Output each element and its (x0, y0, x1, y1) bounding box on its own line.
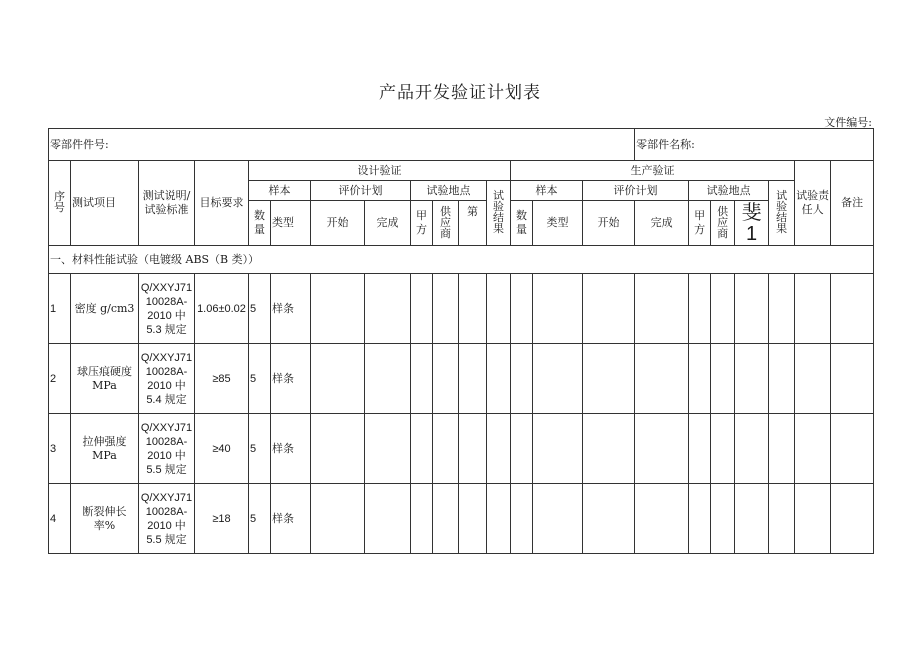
row-production-quantity[interactable] (511, 274, 533, 344)
row-production-result[interactable] (769, 484, 795, 554)
row-production-quantity[interactable] (511, 414, 533, 484)
row-production-finish[interactable] (635, 414, 689, 484)
row-production-finish[interactable] (635, 274, 689, 344)
row-quantity: 5 (249, 484, 271, 554)
row-quantity: 5 (249, 414, 271, 484)
part-number-label: 零部件件号: (50, 137, 109, 151)
row-design-result[interactable] (487, 414, 511, 484)
production-eval-plan-header: 评价计划 (583, 181, 689, 201)
row-responsible[interactable] (795, 274, 831, 344)
row-production-type[interactable] (533, 274, 583, 344)
remarks-header: 备注 (831, 161, 874, 246)
section-row (49, 246, 874, 274)
row-design-result[interactable] (487, 344, 511, 414)
row-production-start[interactable] (583, 344, 635, 414)
row-production-third-party[interactable] (735, 344, 769, 414)
row-production-finish[interactable] (635, 344, 689, 414)
row-remarks[interactable] (831, 414, 874, 484)
table-row (49, 344, 874, 414)
row-target: 1.06±0.02 (195, 274, 249, 344)
third-party-char-bottom: 1 (746, 223, 758, 245)
row-design-start[interactable] (311, 274, 365, 344)
row-design-result[interactable] (487, 484, 511, 554)
row-design-party-a[interactable] (411, 274, 433, 344)
row-test-item: 球压痕硬度 MPa (71, 344, 139, 414)
row-design-result[interactable] (487, 274, 511, 344)
document-number-label: 文件编号: (824, 116, 872, 129)
section-title: 一、材料性能试验（电镀级 ABS（B 类）） (49, 246, 874, 274)
third-party-char-top: 斐 (741, 200, 762, 224)
row-design-finish[interactable] (365, 274, 411, 344)
document-title: 产品开发验证计划表 (379, 83, 541, 103)
row-remarks[interactable] (831, 484, 874, 554)
row-production-third-party[interactable] (735, 274, 769, 344)
row-design-finish[interactable] (365, 344, 411, 414)
row-number: 2 (49, 344, 71, 414)
row-design-supplier[interactable] (433, 274, 459, 344)
row-production-type[interactable] (533, 344, 583, 414)
row-responsible[interactable] (795, 344, 831, 414)
row-target: ≥40 (195, 414, 249, 484)
row-design-finish[interactable] (365, 414, 411, 484)
production-party-a-header: 甲方 (689, 201, 711, 246)
row-production-third-party[interactable] (735, 484, 769, 554)
production-test-location-header: 试验地点 (689, 181, 769, 201)
row-test-standard: Q/XXYJ71 10028A-2010 中 5.3 规定 (139, 274, 195, 344)
production-start-header: 开始 (583, 201, 635, 246)
test-standard-header: 测试说明/试验标准 (139, 161, 195, 246)
row-number: 4 (49, 484, 71, 554)
row-design-finish[interactable] (365, 484, 411, 554)
design-eval-plan-header: 评价计划 (311, 181, 411, 201)
row-remarks[interactable] (831, 344, 874, 414)
row-production-result[interactable] (769, 274, 795, 344)
responsible-header: 试验责任人 (795, 161, 831, 246)
production-quantity-header: 数量 (511, 201, 533, 246)
row-production-start[interactable] (583, 484, 635, 554)
row-test-standard: Q/XXYJ71 10028A-2010 中 5.4 规定 (139, 344, 195, 414)
row-production-type[interactable] (533, 414, 583, 484)
row-test-standard: Q/XXYJ71 10028A-2010 中 5.5 规定 (139, 484, 195, 554)
part-name-label: 零部件名称: (636, 137, 695, 151)
row-production-supplier[interactable] (711, 414, 735, 484)
row-design-supplier[interactable] (433, 484, 459, 554)
part-info-row (49, 129, 874, 161)
production-verification-header: 生产验证 (511, 161, 795, 181)
row-test-item: 拉伸强度 MPa (71, 414, 139, 484)
row-production-finish[interactable] (635, 484, 689, 554)
row-responsible[interactable] (795, 484, 831, 554)
row-type: 样条 (271, 344, 311, 414)
design-sample-header: 样本 (249, 181, 311, 201)
row-production-result[interactable] (769, 414, 795, 484)
production-sample-header: 样本 (511, 181, 583, 201)
row-design-start[interactable] (311, 484, 365, 554)
row-test-item: 密度 g/cm3 (71, 274, 139, 344)
row-design-party-a[interactable] (411, 414, 433, 484)
target-header: 目标要求 (195, 161, 249, 246)
row-test-item: 断裂伸长率% (71, 484, 139, 554)
row-design-start[interactable] (311, 344, 365, 414)
row-production-supplier[interactable] (711, 484, 735, 554)
row-type: 样条 (271, 484, 311, 554)
row-responsible[interactable] (795, 414, 831, 484)
row-design-third-party[interactable] (459, 414, 487, 484)
design-verification-header: 设计验证 (249, 161, 511, 181)
row-design-party-a[interactable] (411, 344, 433, 414)
row-production-party-a[interactable] (689, 484, 711, 554)
row-target: ≥85 (195, 344, 249, 414)
row-design-supplier[interactable] (433, 344, 459, 414)
table-row (49, 414, 874, 484)
design-type-header: 类型 (271, 201, 311, 246)
test-item-header: 测试项目 (71, 161, 139, 246)
row-design-third-party[interactable] (459, 274, 487, 344)
row-design-third-party[interactable] (459, 484, 487, 554)
row-production-quantity[interactable] (511, 484, 533, 554)
row-production-party-a[interactable] (689, 414, 711, 484)
row-type: 样条 (271, 414, 311, 484)
design-quantity-header: 数量 (249, 201, 271, 246)
table-row (49, 484, 874, 554)
part-name-cell[interactable] (635, 129, 874, 161)
row-production-party-a[interactable] (689, 274, 711, 344)
row-quantity: 5 (249, 274, 271, 344)
row-production-third-party[interactable] (735, 414, 769, 484)
verification-plan-table (48, 128, 874, 554)
design-party-a-header: 甲方 (411, 201, 433, 246)
production-third-party-header (735, 201, 769, 246)
row-design-supplier[interactable] (433, 414, 459, 484)
row-target: ≥18 (195, 484, 249, 554)
row-quantity: 5 (249, 344, 271, 414)
design-test-location-header: 试验地点 (411, 181, 487, 201)
row-type: 样条 (271, 274, 311, 344)
table-row (49, 274, 874, 344)
row-production-result[interactable] (769, 344, 795, 414)
row-production-supplier[interactable] (711, 344, 735, 414)
row-production-supplier[interactable] (711, 274, 735, 344)
design-finish-header: 完成 (365, 201, 411, 246)
design-start-header: 开始 (311, 201, 365, 246)
row-number: 3 (49, 414, 71, 484)
row-remarks[interactable] (831, 274, 874, 344)
design-third-party-header: 第 (459, 201, 487, 246)
header-row-1 (49, 161, 874, 181)
row-design-start[interactable] (311, 414, 365, 484)
row-design-party-a[interactable] (411, 484, 433, 554)
row-production-start[interactable] (583, 414, 635, 484)
design-test-result-header: 试验结果 (487, 181, 511, 246)
row-production-start[interactable] (583, 274, 635, 344)
production-type-header: 类型 (533, 201, 583, 246)
row-production-type[interactable] (533, 484, 583, 554)
row-production-quantity[interactable] (511, 344, 533, 414)
design-supplier-header: 供应商 (433, 201, 459, 246)
part-number-cell[interactable] (49, 129, 635, 161)
row-production-party-a[interactable] (689, 344, 711, 414)
production-finish-header: 完成 (635, 201, 689, 246)
production-test-result-header: 试验结果 (769, 181, 795, 246)
production-supplier-header: 供应商 (711, 201, 735, 246)
row-design-third-party[interactable] (459, 344, 487, 414)
row-test-standard: Q/XXYJ71 10028A-2010 中 5.5 规定 (139, 414, 195, 484)
row-number: 1 (49, 274, 71, 344)
seq-header: 序号 (49, 161, 71, 246)
